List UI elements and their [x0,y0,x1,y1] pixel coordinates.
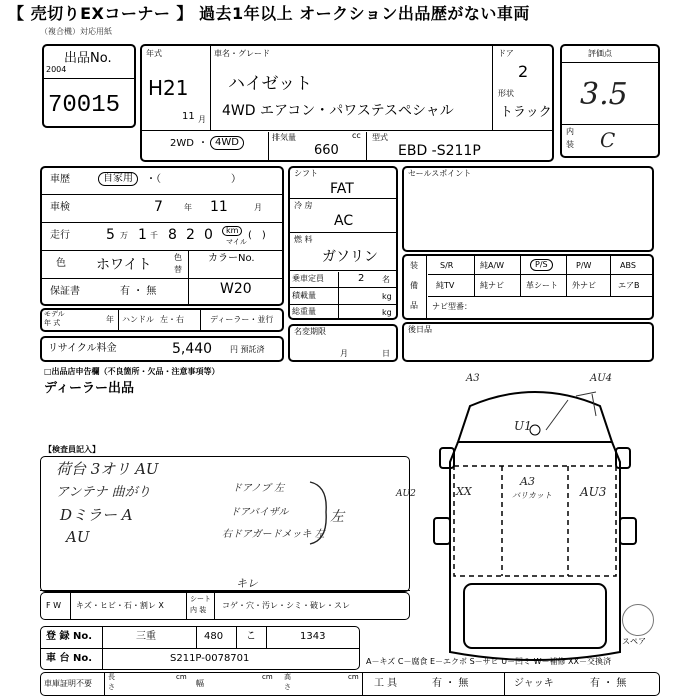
mileage-paren: ( ) [248,230,266,241]
inspection-month-unit: 月 [254,203,262,212]
interior-label-1: 内 [566,127,574,136]
color-no-value: W20 [220,281,252,297]
month-value: 11 [182,111,195,122]
inspector-note-9: キレ [236,577,258,590]
mileage-km: km [222,226,242,236]
history-rest: ・（ ） [146,174,241,185]
capacity-value: 2 [358,273,365,284]
handle-value: 左・右 [160,315,184,324]
shift-label: シフト [294,169,318,178]
vehicle-name: ハイゼット [228,74,313,94]
lot-divider [44,78,134,79]
recycle-label: リサイクル料金 [48,343,117,354]
capacity-label: 乗車定員 [292,274,324,283]
model-year-label-1: モデル [44,310,65,318]
drive-4wd: 4WD [210,136,244,150]
reg-area: 三重 [136,631,156,642]
capacity-unit: 名 [382,275,390,284]
diagram-center-a3: A3 [520,475,535,488]
gross-label: 総重量 [292,307,316,316]
equip-leather: 革シート [526,281,558,290]
interior-label-2: 装 [566,140,574,149]
diagram-center-note: バリカット [512,491,552,500]
diagram-au4: AU4 [590,373,613,384]
diagram-au2: AU2 [396,489,416,499]
inspection-year-unit: 年 [184,203,192,212]
inspector-note-3: Dミラー A [60,506,133,524]
damage-legend: A－キズ C－腐食 E－エクボ S－サビ U－凹ミ W－補修 XX－交換済 [366,657,612,666]
width-unit: cm [262,673,273,681]
lot-number: 70015 [48,92,121,119]
shift-value: FAT [330,181,354,197]
model-year-label-2: 年 式 [44,319,61,327]
inspection-year: 7 [154,199,163,215]
history-value: 自家用 [98,172,138,186]
width-label: 幅 [196,679,204,688]
recycle-value: 5,440 [172,341,213,357]
height-label-2: さ [284,683,291,691]
vehicle-grade: 4WD エアコン・パワステスペシャル [222,103,454,119]
load-label: 積載量 [292,291,316,300]
name-label: 車名・グレード [214,49,270,58]
equip-abs: ABS [620,261,636,270]
inspector-title: 【検査員記入】 [44,445,100,454]
dealer-label: ディーラー・並行 [210,315,274,324]
inspector-note-5: ドアノブ 左 [232,483,285,494]
vehicle-diagram [410,372,660,672]
month-unit: 月 [198,115,206,124]
mileage-digit-1: 5 [106,227,115,243]
ac-label: 冷 房 [294,201,313,210]
shape-label: 形状 [498,89,514,98]
seat-label-1: シート [190,595,211,603]
equip-airbag: エアB [618,281,640,290]
height-label-1: 高 [284,673,291,681]
length-label-2: さ [108,683,115,691]
length-label-1: 長 [108,673,115,681]
diagram-u1: U1 [514,419,532,433]
history-label: 車歴 [50,174,70,185]
chassis-label: 車 台 No. [46,653,93,664]
equip-ext-navi: 外ナビ [572,281,596,290]
shape-value: トラック [500,105,552,120]
equip-sr: S/R [440,261,454,270]
handle-label: ハンドル [122,315,154,324]
inspector-note-1: 荷台 3オリ AU [56,460,159,478]
drive-2wd: 2WD [170,138,194,149]
chassis-value: S211P-0078701 [170,653,250,664]
displacement-value: 660 [314,143,339,158]
year-value: H21 [148,76,189,100]
fw-values: キズ・ヒビ・石・割レ X [76,601,164,610]
sales-point-box [402,166,654,252]
model-label: 型式 [372,133,388,142]
repaint-label-1: 色 [174,253,182,262]
report-text: ディーラー出品 [44,381,134,396]
spare-label: スペア [622,637,646,646]
mileage-mile: マイル [226,238,247,246]
jack-value: 有 ・ 無 [590,678,627,689]
diagram-xx: XX [456,485,472,498]
model-value: EBD -S211P [398,143,481,159]
inspector-note-2: アンテナ 曲がり [56,485,151,500]
score-value: 3.5 [580,77,628,112]
equip-navi: 純ナビ [480,281,504,290]
mileage-digit-2: 1 [138,227,147,243]
color-value: ホワイト [96,257,152,273]
header-title: 【 売切りEXコーナー 】 過去1年以上 オークション出品歴がない車両 [8,4,530,23]
seat-label-2: 内 装 [190,606,207,614]
door-label: ドア [498,49,514,58]
inspection-month: 11 [210,199,228,215]
jack-label: ジャッキ [514,678,554,689]
mileage-unit-2: 千 [150,231,158,240]
length-unit: cm [176,673,187,681]
reg-number: 1343 [300,631,326,642]
recycle-unit: 円 預託済 [230,345,265,354]
cc-label: cc [352,131,361,140]
displacement-label: 排気量 [272,133,296,142]
equip-pw: P/W [576,261,592,270]
fuel-label: 燃 料 [294,235,313,244]
lot-year-tag: 2004 [46,65,67,74]
inspection-label: 車検 [50,202,70,213]
warranty-value: 有 ・ 無 [120,286,157,297]
diagram-a3: A3 [466,373,480,384]
load-unit: kg [382,292,392,301]
navi-model-label: ナビ型番： [432,302,472,311]
reg-class: 480 [204,631,224,642]
fuel-value: ガソリン [322,249,378,265]
mileage-digit-5: 0 [204,227,213,243]
warranty-label: 保証書 [50,286,80,297]
after-day-box [402,322,654,362]
equip-aw: 純A/W [480,261,505,270]
inspector-note-4: AU [66,528,90,546]
report-title: □出品店申告欄（不良箇所・欠品・注意事項等） [44,367,220,376]
name-change-month: 月 [340,349,348,358]
equip-tv: 純TV [436,281,455,290]
reg-kana: こ [246,631,256,642]
inspector-note-6: ドアバイザル [230,507,289,518]
score-label: 評価点 [588,49,612,58]
spare-tire-icon [622,604,654,636]
tools-value: 有 ・ 無 [432,678,469,689]
fw-label: F W [46,601,62,610]
color-label: 色 [56,258,66,269]
inspector-note-7: 右ドアガードメッキ 左 [222,529,325,540]
model-year-unit: 年 [106,315,114,324]
mileage-digit-3: 8 [168,227,177,243]
diagram-au3: AU3 [580,485,607,499]
name-change-label: 名変期限 [294,327,326,336]
mileage-label: 走行 [50,230,70,241]
cert-label: 車庫証明不要 [44,679,92,688]
header-subnote: （複合機）対応用紙 [40,27,112,36]
equipment-label-3: 品 [410,301,418,310]
mileage-unit-1: 万 [120,231,128,240]
equip-ps: P/S [530,259,553,271]
ac-value: AC [334,213,354,229]
lot-label: 出品No. [64,51,112,66]
name-change-day: 日 [382,349,390,358]
inspector-note-8: 左 [330,509,344,525]
reg-label: 登 録 No. [46,631,93,642]
equipment-label-1: 装 [410,261,418,270]
gross-unit: kg [382,308,392,317]
tools-label: 工 具 [374,678,398,689]
equipment-label-2: 備 [410,281,418,290]
inspector-bracket [306,478,332,548]
repaint-label-2: 替 [174,265,182,274]
seat-values: コゲ・穴・汚レ・シミ・破レ・スレ [222,601,350,610]
color-no-label: カラーNo. [208,253,255,264]
height-unit: cm [348,673,359,681]
interior-value: C [600,128,616,152]
after-day-label: 後日品 [408,325,432,334]
year-label: 年式 [146,49,162,58]
mileage-digit-4: 2 [186,227,195,243]
door-value: 2 [518,62,529,81]
sales-point-label: セールスポイント [408,169,472,178]
